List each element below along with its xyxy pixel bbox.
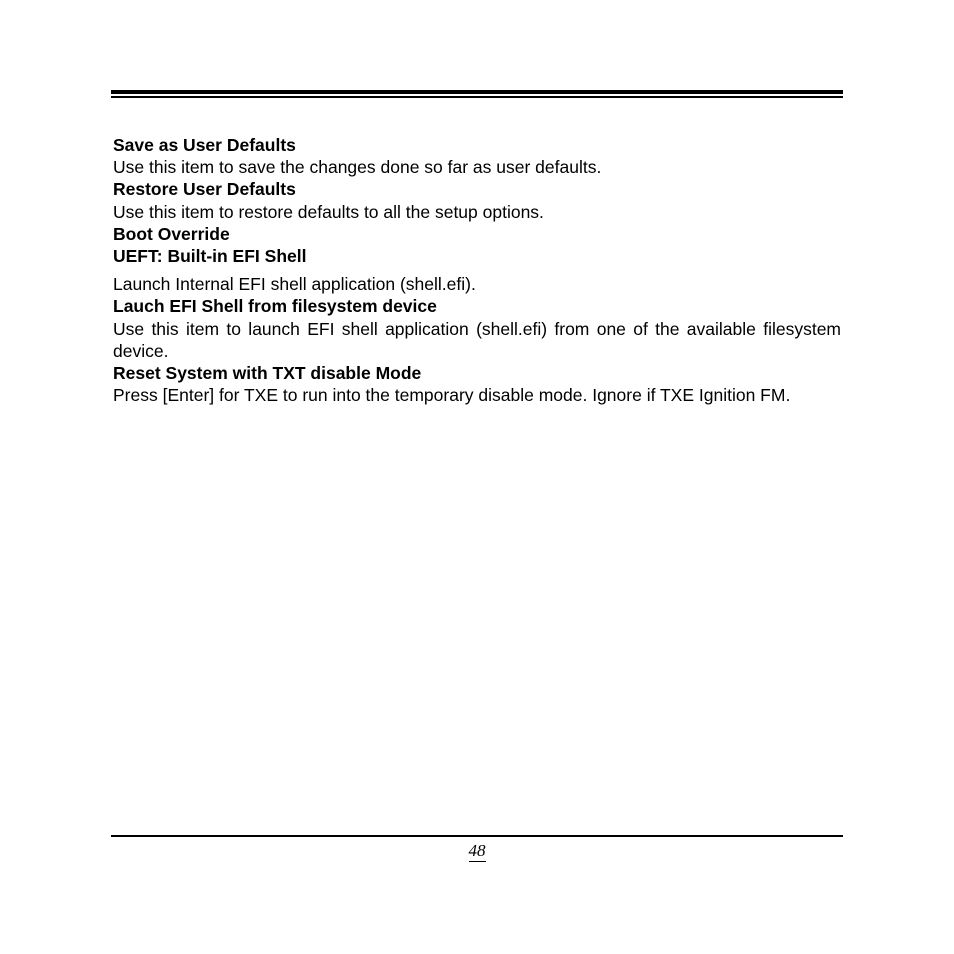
- section-heading-save-user-defaults: Save as User Defaults: [113, 135, 296, 155]
- header-rule-thick: [111, 90, 843, 94]
- page-number: [0, 840, 954, 862]
- section-heading-efi-shell-filesystem: Lauch EFI Shell from filesystem device: [113, 296, 437, 317]
- section-heading-efi-shell: UEFT: Built-in EFI Shell: [113, 246, 307, 267]
- section-heading-reset-txt-disable: Reset System with TXT disable Mode: [113, 363, 422, 384]
- footer-rule: [111, 835, 843, 837]
- section-body-efi-shell-filesystem: Use this item to launch EFI shell application (shell.efi) from one of the available filesystem device.: [113, 318, 841, 361]
- document-content: [113, 134, 841, 406]
- header-rule-thin: [111, 96, 843, 98]
- page-number-text: 48: [468, 841, 486, 860]
- section-heading-boot-override: Boot Override: [113, 223, 230, 244]
- section-body-efi-shell: Launch Internal EFI shell application (shell.efi).: [113, 274, 476, 295]
- section-body-reset-txt-disable: Press [Enter] for TXE to run into the temporary disable mode. Ignore if TXE Ignition FM.: [113, 385, 791, 406]
- section-heading-restore-user-defaults: Restore User Defaults: [113, 179, 296, 200]
- section-body-restore-user-defaults: Use this item to restore defaults to all the setup options.: [113, 201, 544, 222]
- section-body-save-user-defaults: Use this item to save the changes done so far as user defaults.: [113, 157, 602, 178]
